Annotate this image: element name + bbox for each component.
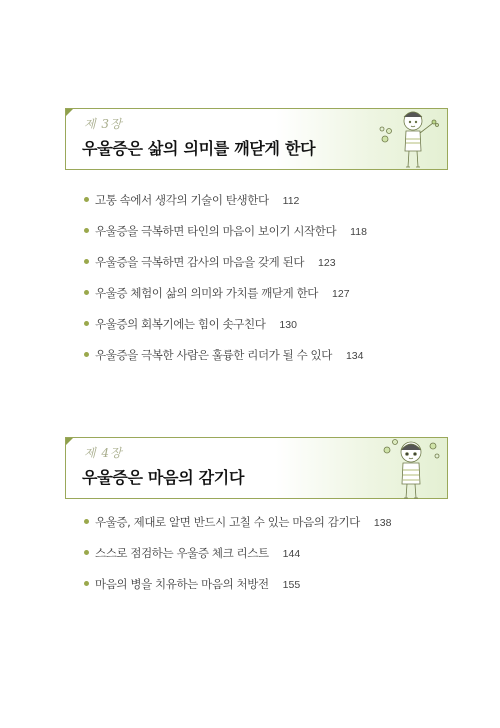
bullet-dot-icon: [84, 259, 89, 264]
toc-item-label: 우울증의 회복기에는 힘이 솟구친다: [95, 317, 266, 331]
toc-item[interactable]: [84, 316, 444, 347]
chapter-4-header: [65, 437, 448, 499]
toc-item-label: 마음의 병을 치유하는 마음의 처방전: [95, 577, 269, 591]
chapter-3-toc: [84, 192, 444, 378]
toc-item-page: 138: [373, 517, 392, 529]
toc-item[interactable]: [84, 285, 444, 316]
bullet-dot-icon: [84, 352, 89, 357]
bullet-dot-icon: [84, 321, 89, 326]
toc-item[interactable]: [84, 576, 444, 607]
bullet-dot-icon: [84, 550, 89, 555]
toc-item-label: 우울증을 극복하면 타인의 마음이 보이기 시작한다: [95, 224, 337, 238]
toc-item[interactable]: [84, 347, 444, 378]
chapter-4-toc: [84, 514, 444, 607]
toc-item[interactable]: [84, 514, 444, 545]
toc-item-label: 우울증을 극복한 사람은 훌륭한 리더가 될 수 있다: [95, 348, 332, 362]
bullet-dot-icon: [84, 519, 89, 524]
toc-item[interactable]: [84, 223, 444, 254]
toc-item-page: 134: [345, 350, 364, 362]
toc-item-page: 123: [318, 257, 336, 269]
toc-item[interactable]: [84, 254, 444, 285]
toc-item[interactable]: [84, 545, 444, 576]
chapter-title: 우울증은 삶의 의미를 깨닫게 한다: [82, 139, 316, 158]
toc-item-page: 118: [350, 226, 367, 238]
toc-item-page: 112: [282, 195, 300, 207]
bullet-dot-icon: [84, 581, 89, 586]
toc-item-page: 155: [282, 579, 301, 591]
toc-item-label: 우울증, 제대로 알면 반드시 고칠 수 있는 마음의 감기다: [95, 515, 360, 529]
toc-item-page: 127: [332, 288, 350, 300]
toc-item-label: 우울증 체험이 삶의 의미와 가치를 깨닫게 한다: [95, 286, 319, 300]
chapter-number: 제 3장: [84, 117, 123, 131]
toc-item[interactable]: [84, 192, 444, 223]
bullet-dot-icon: [84, 197, 89, 202]
toc-item-label: 스스로 점검하는 우울증 체크 리스트: [95, 546, 269, 560]
toc-item-page: 144: [282, 548, 301, 560]
boy-doodle-icon: [375, 428, 445, 510]
bullet-dot-icon: [84, 228, 89, 233]
toc-item-page: 130: [279, 319, 297, 331]
girl-doodle-icon: [375, 99, 445, 181]
chapter-title: 우울증은 마음의 감기다: [82, 468, 245, 487]
toc-item-label: 우울증을 극복하면 감사의 마음을 갖게 된다: [95, 255, 305, 269]
chapter-number: 제 4장: [84, 446, 123, 460]
toc-item-label: 고통 속에서 생각의 기술이 탄생한다: [95, 193, 269, 207]
bullet-dot-icon: [84, 290, 89, 295]
chapter-3-header: [65, 108, 448, 170]
